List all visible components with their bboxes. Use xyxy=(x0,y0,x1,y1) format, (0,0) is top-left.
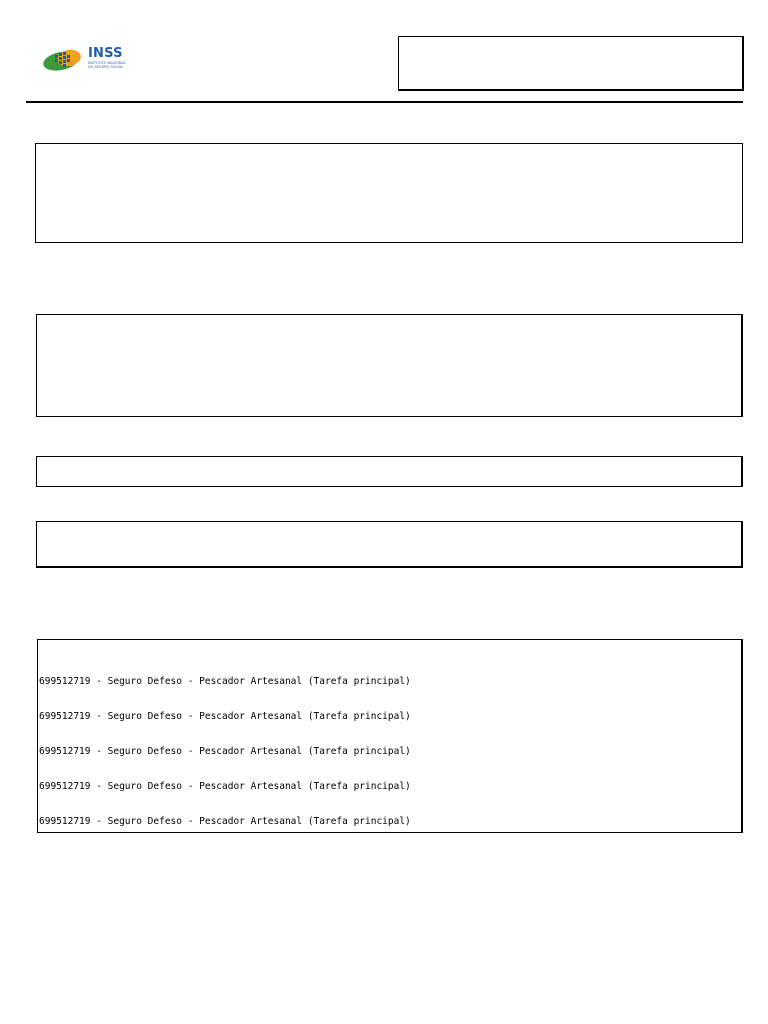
logo-subtitle: INSTITUTO NACIONAL DO SEGURO SOCIAL xyxy=(88,61,126,69)
task-list xyxy=(39,676,411,851)
task-item: 699512719 - Seguro Defeso - Pescador Artesanal (Tarefa principal) xyxy=(39,816,411,827)
header-divider xyxy=(26,101,743,103)
inss-logo-icon xyxy=(42,46,84,74)
section-box-2 xyxy=(36,314,743,417)
task-list-box xyxy=(37,639,743,833)
header-info-box xyxy=(398,36,744,91)
task-item: 699512719 - Seguro Defeso - Pescador Artesanal (Tarefa principal) xyxy=(39,711,411,722)
section-box-4 xyxy=(36,521,743,568)
logo-name: INSS xyxy=(88,46,123,61)
task-item: 699512719 - Seguro Defeso - Pescador Artesanal (Tarefa principal) xyxy=(39,676,411,687)
task-item: 699512719 - Seguro Defeso - Pescador Artesanal (Tarefa principal) xyxy=(39,781,411,792)
section-box-3 xyxy=(36,456,743,487)
inss-logo xyxy=(42,46,132,74)
task-item: 699512719 - Seguro Defeso - Pescador Artesanal (Tarefa principal) xyxy=(39,746,411,757)
section-box-1 xyxy=(35,143,743,243)
